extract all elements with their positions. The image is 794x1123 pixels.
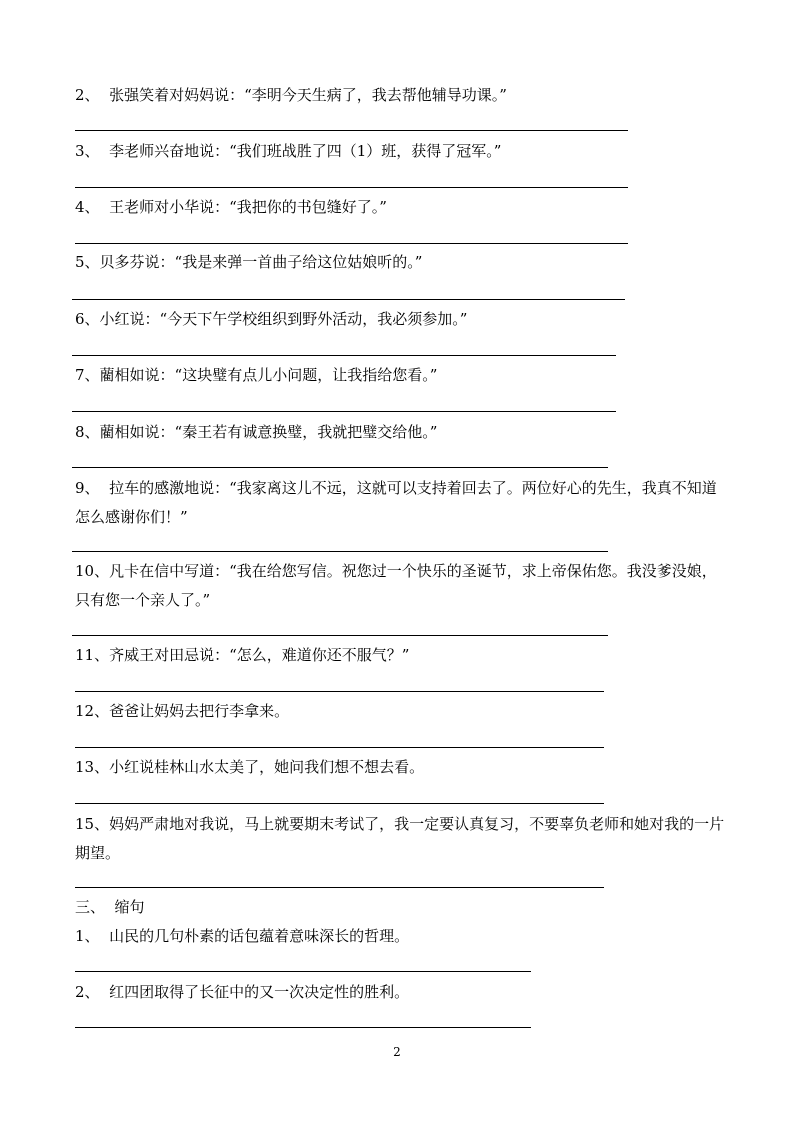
answer-line xyxy=(72,467,608,468)
question-11: 11、齐威王对田忌说：“怎么，难道你还不服气？” xyxy=(75,646,410,664)
answer-line xyxy=(75,691,604,692)
answer-line xyxy=(72,635,608,636)
question-5: 5、贝多芬说：“我是来弹一首曲子给这位姑娘听的。” xyxy=(75,253,423,271)
question-4: 4、 王老师对小华说：“我把你的书包缝好了。” xyxy=(75,198,387,216)
section-heading: 三、 缩句 xyxy=(75,898,145,916)
answer-line xyxy=(75,1027,531,1028)
answer-line xyxy=(72,411,616,412)
answer-line xyxy=(72,299,625,300)
question-8: 8、藺相如说：“秦王若有诚意换璧，我就把璧交给他。” xyxy=(75,423,438,441)
question-9: 9、 拉车的感激地说：“我家离这儿不远，这就可以支持着回去了。两位好心的先生，我真不知道怎么感谢你们！” xyxy=(75,479,717,526)
answer-line xyxy=(75,971,531,972)
question-10: 10、凡卡在信中写道：“我在给您写信。祝您过一个快乐的圣诞节，求上帝保佑您。我没爹没娘，只有您一个亲人了。” xyxy=(75,562,717,609)
page-number: 2 xyxy=(393,1045,401,1059)
question-12: 12、爸爸让妈妈去把行李拿来。 xyxy=(75,702,290,720)
question-3: 3、 李老师兴奋地说：“我们班战胜了四（1）班，获得了冠军。” xyxy=(75,142,502,160)
question-15: 15、妈妈严肃地对我说，马上就要期末考试了，我一定要认真复习，不要辜负老师和她对我的一片期望。 xyxy=(75,815,725,862)
answer-line xyxy=(75,887,604,888)
answer-line xyxy=(75,803,604,804)
answer-line xyxy=(75,747,604,748)
question-13: 13、小红说桂林山水太美了，她问我们想不想去看。 xyxy=(75,758,425,776)
answer-line xyxy=(72,355,616,356)
answer-line xyxy=(75,243,628,244)
question-7: 7、藺相如说：“这块璧有点儿小问题，让我指给您看。” xyxy=(75,366,438,384)
answer-line xyxy=(75,130,628,131)
question-2: 2、 张强笑着对妈妈说：“李明今天生病了，我去帮他辅导功课。” xyxy=(75,86,507,104)
answer-line xyxy=(75,187,628,188)
section-question-1: 1、 山民的几句朴素的话包蕴着意味深长的哲理。 xyxy=(75,927,410,945)
answer-line xyxy=(72,551,608,552)
section-question-2: 2、 红四团取得了长征中的又一次决定性的胜利。 xyxy=(75,983,410,1001)
question-6: 6、小红说：“今天下午学校组织到野外活动，我必须参加。” xyxy=(75,310,468,328)
